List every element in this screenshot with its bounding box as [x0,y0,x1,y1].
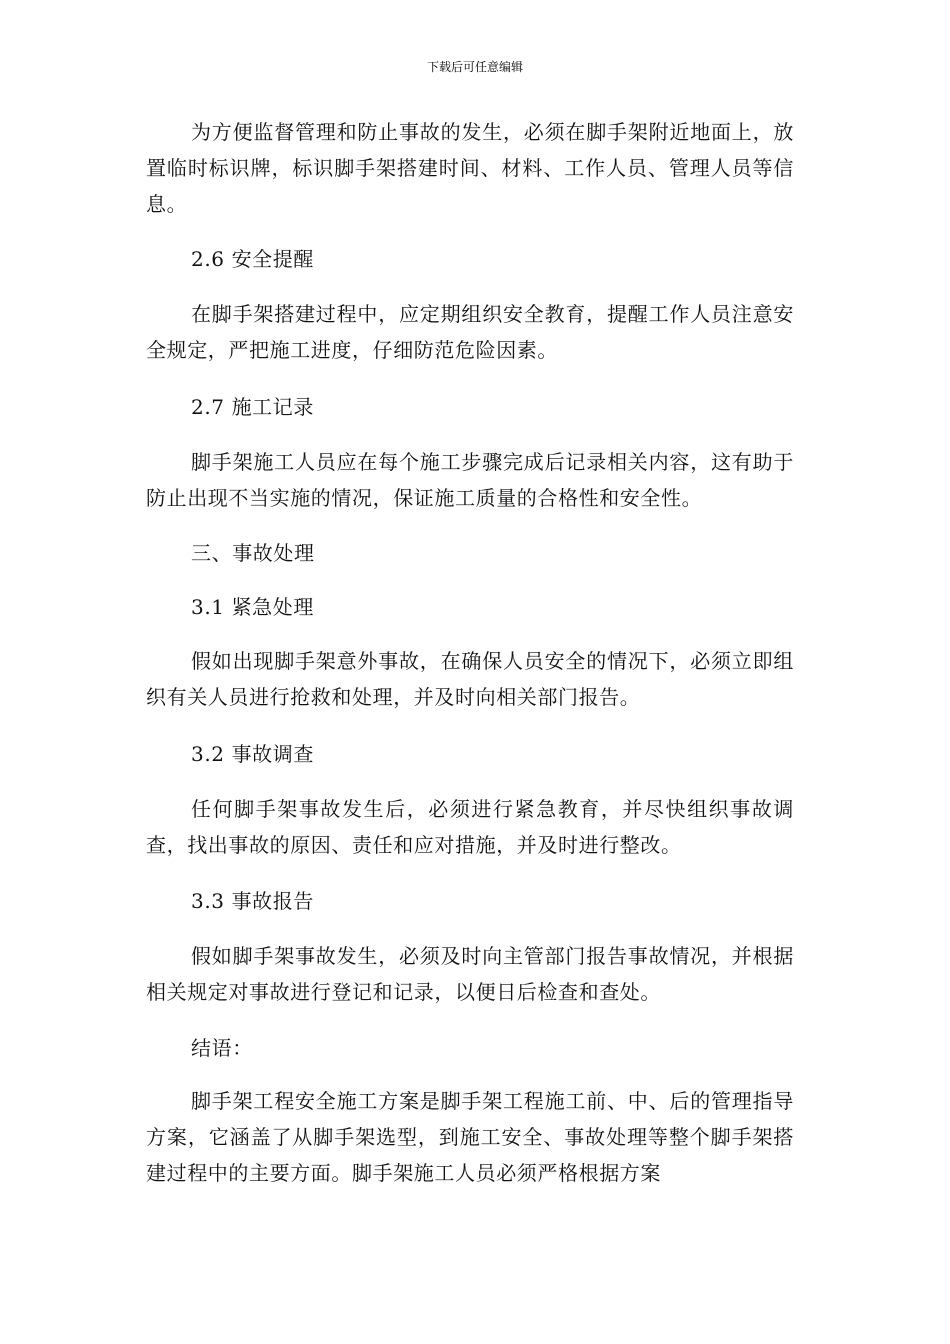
heading-3-1: 3.1 紧急处理 [191,595,314,619]
paragraph-emergency: 假如出现脚手架意外事故，在确保人员安全的情况下，必须立即组织有关人员进行抢救和处理，并及时向相关部门报告。 [146,649,794,709]
paragraph-safety-reminder: 在脚手架搭建过程中，应定期组织安全教育，提醒工作人员注意安全规定，严把施工进度，仔细防范危险因素。 [146,302,794,362]
heading-2-7: 2.7 施工记录 [191,395,314,419]
heading-3-2: 3.2 事故调查 [191,742,314,766]
paragraph-construction-record: 脚手架施工人员应在每个施工步骤完成后记录相关内容，这有助于防止出现不当实施的情况，保证施工质量的合格性和安全性。 [146,450,794,510]
paragraph-signage: 为方便监督管理和防止事故的发生，必须在脚手架附近地面上，放置临时标识牌，标识脚手架搭建时间、材料、工作人员、管理人员等信息。 [146,120,794,216]
paragraph-investigation: 任何脚手架事故发生后，必须进行紧急教育，并尽快组织事故调查，找出事故的原因、责任和应对措施，并及时进行整改。 [146,797,794,857]
paragraph-conclusion: 脚手架工程安全施工方案是脚手架工程施工前、中、后的管理指导方案，它涵盖了从脚手架选型，到施工安全、事故处理等整个脚手架搭建过程中的主要方面。脚手架施工人员必须严格根据方案 [146,1089,794,1185]
heading-3-3: 3.3 事故报告 [191,889,314,913]
page-header: 下载后可任意编辑 [426,60,523,74]
heading-conclusion: 结语： [191,1036,253,1060]
paragraph-report: 假如脚手架事故发生，必须及时向主管部门报告事故情况，并根据相关规定对事故进行登记和记录，以便日后检查和查处。 [146,944,794,1004]
heading-2-6: 2.6 安全提醒 [191,247,314,271]
heading-section-3: 三、事故处理 [191,541,315,565]
